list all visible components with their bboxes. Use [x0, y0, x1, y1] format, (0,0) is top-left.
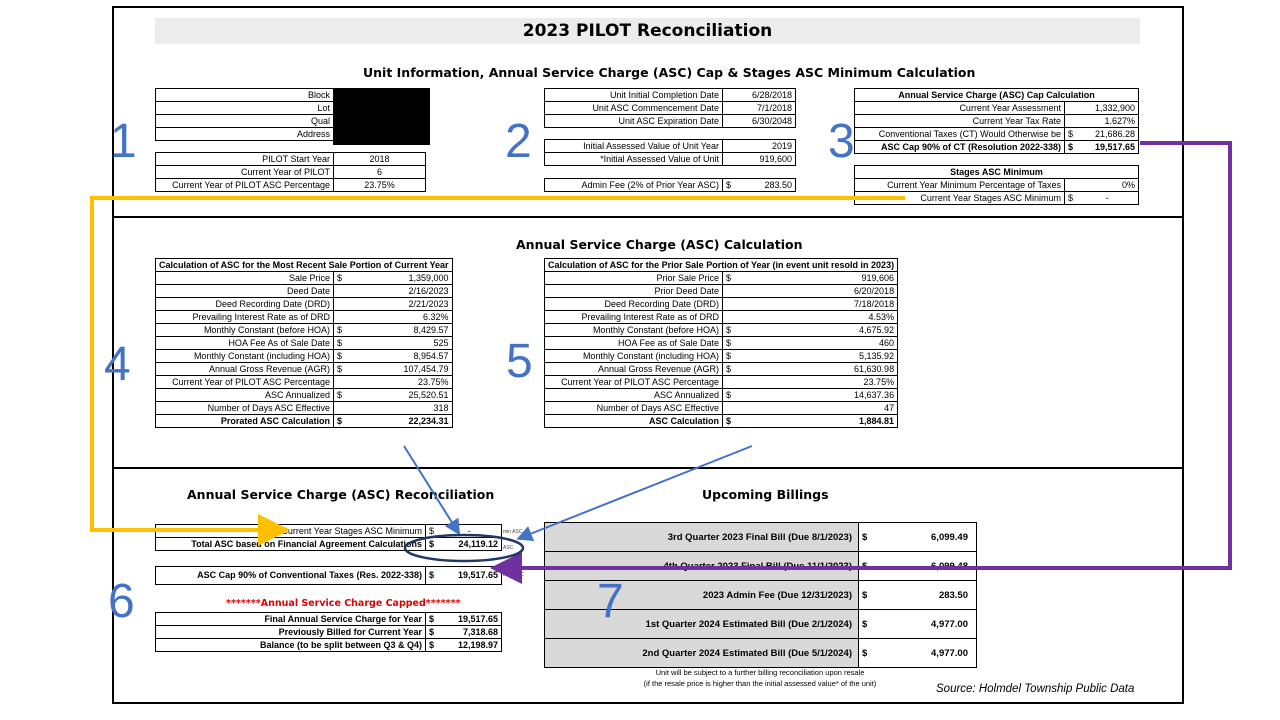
section-number: 3	[828, 115, 855, 168]
billing-value: 283.50	[873, 581, 977, 610]
billing-value: 6,099.48	[873, 552, 977, 581]
row-value: 4.53%	[735, 311, 898, 324]
row-label: Annual Gross Revenue (AGR)	[156, 363, 334, 376]
row-label: Current Year of PILOT ASC Percentage	[156, 376, 334, 389]
pilot-year-label: Current Year of PILOT	[156, 166, 334, 179]
tiny-calc-label: ASC	[503, 545, 514, 551]
row-value: 23.75%	[346, 376, 453, 389]
dollar-sign: $	[859, 581, 873, 610]
iav-year-value: 2019	[723, 140, 796, 153]
iav-year-label: Initial Assessed Value of Unit Year	[545, 140, 723, 153]
section-number: 1	[110, 115, 137, 168]
recon-title: Annual Service Charge (ASC) Reconciliation	[187, 487, 495, 502]
row-value: 318	[346, 402, 453, 415]
dollar-sign: $	[334, 337, 346, 350]
billing-value: 4,977.00	[873, 610, 977, 639]
expiration-label: Unit ASC Expiration Date	[545, 115, 723, 128]
recon-total-value: 24,119.12	[438, 538, 502, 551]
cap-value: 19,517.65	[1077, 141, 1139, 154]
total-highlight-ellipse	[405, 535, 523, 561]
row-label: Prevailing Interest Rate as of DRD	[156, 311, 334, 324]
row-value: 4,675.92	[735, 324, 898, 337]
unit-section-title: Unit Information, Annual Service Charge (ASC) Cap & Stages ASC Minimum Calculation	[363, 65, 976, 80]
dollar-sign: $	[859, 552, 873, 581]
cap-label: ASC Cap 90% of CT (Resolution 2022-338)	[855, 141, 1065, 154]
row-value: 107,454.79	[346, 363, 453, 376]
admin-fee-value: 283.50	[735, 179, 796, 192]
row-value: 14,637.36	[735, 389, 898, 402]
page-title: 2023 PILOT Reconciliation	[155, 18, 1140, 44]
note-line-2: (if the resale price is higher than the initial assessed value* of the unit)	[643, 679, 877, 688]
dollar-sign: $	[426, 538, 438, 551]
dollar-sign: $	[334, 350, 346, 363]
row-value: 8,954.57	[346, 350, 453, 363]
completion-label: Unit Initial Completion Date	[545, 89, 723, 102]
row-label: Sale Price	[156, 272, 334, 285]
dollar-sign: $	[1065, 128, 1077, 141]
pilot-start-value: 2018	[334, 153, 426, 166]
assessment-value: 1,332,900	[1065, 102, 1139, 115]
row-value: 6/20/2018	[735, 285, 898, 298]
asc-calc-title: Annual Service Charge (ASC) Calculation	[516, 237, 803, 252]
row-label: Number of Days ASC Effective	[545, 402, 723, 415]
row-value: 23.75%	[735, 376, 898, 389]
pilot-year-value: 6	[334, 166, 426, 179]
dollar-sign: $	[723, 389, 735, 402]
row-label: Annual Gross Revenue (AGR)	[545, 363, 723, 376]
block-label: Block	[156, 89, 334, 102]
row-label: Number of Days ASC Effective	[156, 402, 334, 415]
balance-value: 12,198.97	[438, 639, 502, 652]
row-label: Prior Deed Date	[545, 285, 723, 298]
billed-value: 7,318.68	[438, 626, 502, 639]
billing-label: 4th Quarter 2023 Final Bill (Due 11/1/2023)	[545, 552, 859, 581]
row-value: 7/18/2018	[735, 298, 898, 311]
final-label: Final Annual Service Charge for Year	[156, 613, 426, 626]
recon-total-label: Total ASC based on Financial Agreement Calculations	[156, 538, 426, 551]
recent-sale-header: Calculation of ASC for the Most Recent Sale Portion of Current Year	[156, 259, 453, 272]
stages-min-value: -	[1077, 192, 1139, 205]
yellow-arrow	[92, 198, 905, 530]
iav-value: 919,600	[723, 153, 796, 166]
billing-value: 6,099.49	[873, 523, 977, 552]
row-label: Prevailing Interest Rate as of DRD	[545, 311, 723, 324]
section-number: 4	[104, 338, 131, 391]
row-label: Current Year of PILOT ASC Percentage	[545, 376, 723, 389]
admin-fee-label: Admin Fee (2% of Prior Year ASC)	[545, 179, 723, 192]
row-label: Monthly Constant (including HOA)	[545, 350, 723, 363]
row-label: HOA Fee As of Sale Date	[156, 337, 334, 350]
row-value: 1,884.81	[735, 415, 898, 428]
dollar-sign: $	[334, 389, 346, 402]
row-label: Prior Sale Price	[545, 272, 723, 285]
row-label: Monthly Constant (including HOA)	[156, 350, 334, 363]
dollar-sign: $	[723, 350, 735, 363]
ct-value: 21,686.28	[1077, 128, 1139, 141]
lot-label: Lot	[156, 102, 334, 115]
recon-stages-min-value: -	[438, 525, 502, 538]
stages-min-label: Current Year Stages ASC Minimum	[855, 192, 1065, 205]
row-value: 1,359,000	[346, 272, 453, 285]
row-value: 525	[346, 337, 453, 350]
row-value: 919,606	[735, 272, 898, 285]
min-pct-value: 0%	[1065, 179, 1139, 192]
asc-pct-value: 23.75%	[334, 179, 426, 192]
row-value: 47	[735, 402, 898, 415]
billing-label: 1st Quarter 2024 Estimated Bill (Due 2/1/2024)	[545, 610, 859, 639]
stages-header: Stages ASC Minimum	[855, 166, 1139, 179]
tiny-min-label: min ASC	[503, 529, 523, 535]
billed-label: Previously Billed for Current Year	[156, 626, 426, 639]
dollar-sign: $	[334, 415, 346, 428]
dollar-sign: $	[426, 567, 438, 585]
ct-label: Conventional Taxes (CT) Would Otherwise be	[855, 128, 1065, 141]
section-number: 5	[506, 335, 533, 388]
blue-arrow-prior	[520, 446, 752, 538]
row-value: 2/16/2023	[346, 285, 453, 298]
assessment-label: Current Year Assessment	[855, 102, 1065, 115]
dollar-sign: $	[426, 639, 438, 652]
row-value: 2/21/2023	[346, 298, 453, 311]
dollar-sign: $	[723, 272, 735, 285]
row-label: Deed Recording Date (DRD)	[156, 298, 334, 311]
row-value: 5,135.92	[735, 350, 898, 363]
recon-cap-label: ASC Cap 90% of Conventional Taxes (Res. 2022-338)	[156, 567, 426, 585]
prior-sale-header: Calculation of ASC for the Prior Sale Portion of Year (in event unit resold in 2023)	[545, 259, 898, 272]
row-label: Deed Date	[156, 285, 334, 298]
dollar-sign: $	[723, 179, 735, 192]
capped-notice: *******Annual Service Charge Capped*******	[226, 598, 461, 609]
billing-label: 2023 Admin Fee (Due 12/31/2023)	[545, 581, 859, 610]
dollar-sign: $	[859, 610, 873, 639]
dollar-sign: $	[723, 415, 735, 428]
recon-stages-min-label: Current Year Stages ASC Minimum	[156, 525, 426, 538]
dollar-sign: $	[334, 272, 346, 285]
row-label: ASC Calculation	[545, 415, 723, 428]
commencement-label: Unit ASC Commencement Date	[545, 102, 723, 115]
row-label: Prorated ASC Calculation	[156, 415, 334, 428]
recon-cap-value: 19,517.65	[438, 567, 502, 585]
blue-arrow-recent	[404, 446, 458, 532]
dollar-sign: $	[426, 613, 438, 626]
source-caption: Source: Holmdel Township Public Data	[936, 683, 1135, 695]
row-value: 22,234.31	[346, 415, 453, 428]
tax-rate-value: 1.627%	[1065, 115, 1139, 128]
dollar-sign: $	[859, 523, 873, 552]
dollar-sign: $	[723, 337, 735, 350]
row-label: HOA Fee as of Sale Date	[545, 337, 723, 350]
dollar-sign: $	[426, 626, 438, 639]
min-pct-label: Current Year Minimum Percentage of Taxes	[855, 179, 1065, 192]
row-label: ASC Annualized	[156, 389, 334, 402]
row-label: Deed Recording Date (DRD)	[545, 298, 723, 311]
balance-label: Balance (to be split between Q3 & Q4)	[156, 639, 426, 652]
cap-header: Annual Service Charge (ASC) Cap Calculation	[855, 89, 1139, 102]
section-number: 7	[597, 575, 624, 628]
row-label: ASC Annualized	[545, 389, 723, 402]
iav-label: *Initial Assessed Value of Unit	[545, 153, 723, 166]
upcoming-title: Upcoming Billings	[702, 487, 829, 502]
row-value: 460	[735, 337, 898, 350]
tiny-max-label: max ASC	[503, 572, 524, 578]
tax-rate-label: Current Year Tax Rate	[855, 115, 1065, 128]
dollar-sign: $	[426, 525, 438, 538]
dollar-sign: $	[334, 363, 346, 376]
row-value: 8,429.57	[346, 324, 453, 337]
final-value: 19,517.65	[438, 613, 502, 626]
expiration-value: 6/30/2048	[723, 115, 796, 128]
dollar-sign: $	[723, 324, 735, 337]
dollar-sign: $	[1065, 141, 1077, 154]
dollar-sign: $	[859, 639, 873, 668]
address-label: Address	[156, 128, 334, 141]
row-value: 61,630.98	[735, 363, 898, 376]
row-label: Monthly Constant (before HOA)	[156, 324, 334, 337]
asc-pct-label: Current Year of PILOT ASC Percentage	[156, 179, 334, 192]
row-value: 6.32%	[346, 311, 453, 324]
section-number: 2	[505, 115, 532, 168]
dollar-sign: $	[334, 324, 346, 337]
row-value: 25,520.51	[346, 389, 453, 402]
completion-value: 6/28/2018	[723, 89, 796, 102]
dollar-sign: $	[1065, 192, 1077, 205]
row-label: Monthly Constant (before HOA)	[545, 324, 723, 337]
note-line-1: Unit will be subject to a further billing reconciliation upon resale	[655, 668, 865, 677]
dollar-sign: $	[723, 363, 735, 376]
billing-value: 4,977.00	[873, 639, 977, 668]
section-number: 6	[108, 575, 135, 628]
billing-label: 3rd Quarter 2023 Final Bill (Due 8/1/2023)	[545, 523, 859, 552]
pilot-start-label: PILOT Start Year	[156, 153, 334, 166]
billing-label: 2nd Quarter 2024 Estimated Bill (Due 5/1/2024)	[545, 639, 859, 668]
qual-label: Qual	[156, 115, 334, 128]
commencement-value: 7/1/2018	[723, 102, 796, 115]
